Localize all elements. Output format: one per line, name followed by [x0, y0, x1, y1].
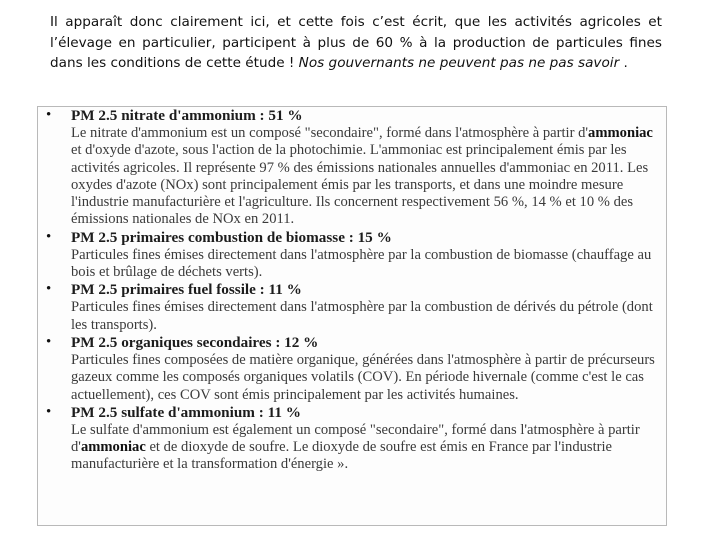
item-title: PM 2.5 nitrate d'ammonium : 51 %: [71, 107, 303, 124]
item-description: [71, 422, 666, 474]
item-desc-part: et de dioxyde de soufre. Le dioxyde de soufre est émis en France par l'industrie manufacturière et la transformation d'énergie ».: [71, 439, 613, 473]
item-title: PM 2.5 primaires combustion de biomasse : 15 %: [71, 228, 392, 246]
item-desc-bold: ammoniac: [80, 439, 146, 456]
intro-text: Il apparaît donc clairement ici, et cette fois c’est écrit, que les activités agricoles et l’élevage en particulier, participent à plus de 60 % à la production de particules fines dans les conditions de cette étude !: [50, 14, 662, 72]
list-item-organiques: [38, 334, 666, 404]
item-description: Particules fines composées de matière organique, générées dans l'atmosphère à partir de précurseurs gazeux comme les composés organiques volatils (COV). En période hivernale (comme c'est le cas actuellement), ces COV sont émis principalement par les activités humaines.: [71, 351, 655, 403]
particle-list: [38, 107, 666, 474]
item-desc-part: et d'oxyde d'azote, sous l'action de la photochimie. L'ammoniac est principalement émis par les activités agricoles. Il représente 97 % des émissions nationales annuelles d'ammoniac en 2011. Les oxydes d'azote (NOx) sont principalement émis par les transports, et dans une moindre mesure l'industrie manufacturière et l'agriculture. Ils concernent respectivement 56 %, 14 % et 10 % des émissions nationales de NOx en 2011.: [71, 142, 649, 228]
intro-end: .: [619, 55, 628, 72]
intro-italic: Nos gouvernants ne peuvent pas ne pas savoir: [298, 55, 620, 72]
item-title: PM 2.5 primaires fuel fossile : 11 %: [71, 281, 302, 299]
item-description: Particules fines émises directement dans l'atmosphère par la combustion de biomasse (chauffage au bois et brûlage de déchets verts).: [71, 246, 652, 281]
item-desc-bold: ammoniac: [588, 125, 653, 141]
list-item-biomasse: [38, 229, 666, 282]
item-description: [71, 125, 666, 229]
list-item-fuel: [38, 281, 666, 334]
item-description: Particules fines émises directement dans l'atmosphère par la combustion de dérivés du pétrole (dont les transports).: [71, 299, 653, 333]
bullet-icon: •: [46, 228, 52, 245]
bullet-icon: •: [46, 281, 52, 298]
quoted-excerpt-panel: [37, 106, 667, 526]
list-item-sulfate: [38, 404, 666, 474]
intro-paragraph: [50, 12, 662, 74]
item-desc-part: Le sulfate d'ammonium est également un composé "secondaire", formé dans l'atmosphère à partir d': [71, 421, 640, 456]
list-item-nitrate: [38, 107, 666, 229]
item-title: PM 2.5 organiques secondaires : 12 %: [71, 333, 319, 351]
bullet-icon: •: [46, 403, 52, 420]
item-title: PM 2.5 sulfate d'ammonium : 11 %: [71, 403, 301, 421]
bullet-icon: •: [46, 107, 52, 123]
item-desc-part: Le nitrate d'ammonium est un composé "secondaire", formé dans l'atmosphère à partir d': [71, 125, 589, 141]
bullet-icon: •: [46, 333, 52, 350]
